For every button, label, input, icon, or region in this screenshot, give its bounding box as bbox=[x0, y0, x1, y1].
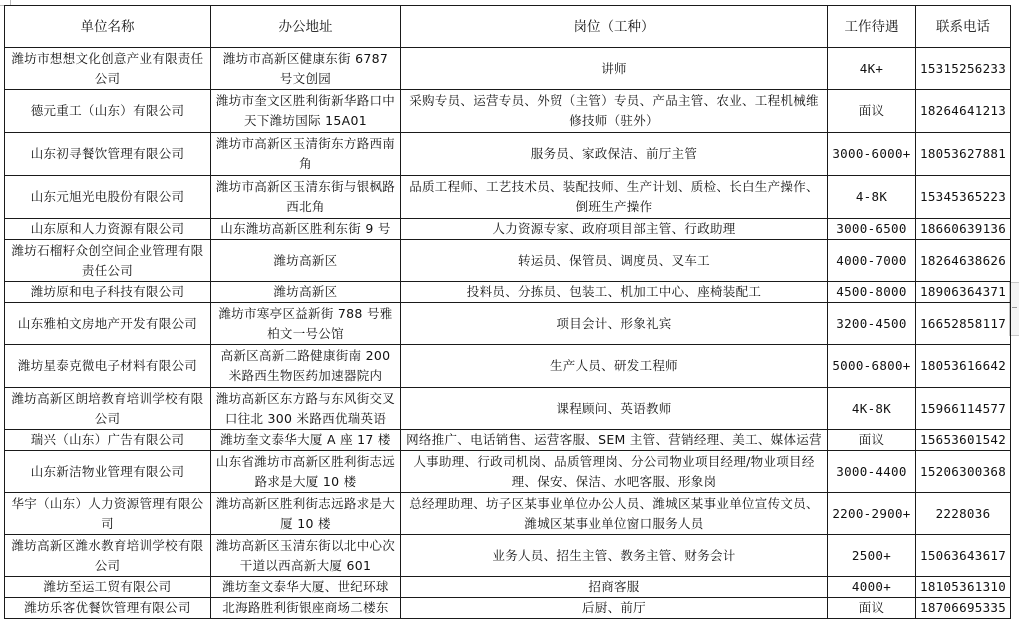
office-address: 潍坊高新区胜利街志远路求是大厦 10 楼 bbox=[211, 493, 401, 535]
office-address: 潍坊奎文泰华大厦、世纪环球 bbox=[211, 577, 401, 598]
phone: 16652858117 bbox=[916, 303, 1011, 345]
job-positions: 总经理助理、坊子区某事业单位办公人员、潍城区某事业单位宣传文员、潍城区某事业单位窗口服务人员 bbox=[401, 493, 828, 535]
phone: 18660639136 bbox=[916, 219, 1011, 240]
table-row bbox=[5, 219, 1011, 240]
salary: 面议 bbox=[828, 90, 916, 133]
salary: 3000-6500 bbox=[828, 219, 916, 240]
header-salary: 工作待遇 bbox=[828, 6, 916, 48]
table-row bbox=[5, 493, 1011, 535]
table-row bbox=[5, 90, 1011, 133]
salary: 2200-2900+ bbox=[828, 493, 916, 535]
salary: 3200-4500 bbox=[828, 303, 916, 345]
office-address: 潍坊高新区 bbox=[211, 240, 401, 282]
salary: 4500-8000 bbox=[828, 282, 916, 303]
table-header-row bbox=[5, 6, 1011, 48]
job-positions: 采购专员、运营专员、外贸（主管）专员、产品主管、农业、工程机械维修技师（驻外） bbox=[401, 90, 828, 133]
phone: 18105361310 bbox=[916, 577, 1011, 598]
job-positions: 人事助理、行政司机岗、品质管理岗、分公司物业项目经理/物业项目经理、保安、保洁、水吧客服、形象岗 bbox=[401, 451, 828, 493]
job-positions: 人力资源专家、政府项目部主管、行政助理 bbox=[401, 219, 828, 240]
job-positions: 投料员、分拣员、包装工、机加工中心、座椅装配工 bbox=[401, 282, 828, 303]
salary: 3000-6000+ bbox=[828, 133, 916, 176]
office-address: 高新区高新二路健康街南 200 米路西生物医药加速器院内 bbox=[211, 345, 401, 388]
salary: 4000+ bbox=[828, 577, 916, 598]
table-row bbox=[5, 282, 1011, 303]
job-positions: 转运员、保管员、调度员、叉车工 bbox=[401, 240, 828, 282]
company-name: 山东新洁物业管理有限公司 bbox=[5, 451, 211, 493]
header-phone: 联系电话 bbox=[916, 6, 1011, 48]
office-address: 潍坊高新区东方路与东风街交叉口往北 300 米路西优瑞英语 bbox=[211, 388, 401, 430]
table-row bbox=[5, 535, 1011, 577]
salary: 4K+ bbox=[828, 48, 916, 90]
table-row bbox=[5, 303, 1011, 345]
job-positions: 课程顾问、英语教师 bbox=[401, 388, 828, 430]
table-row bbox=[5, 240, 1011, 282]
company-name: 潍坊市想想文化创意产业有限责任公司 bbox=[5, 48, 211, 90]
company-name: 潍坊至运工贸有限公司 bbox=[5, 577, 211, 598]
company-name: 山东雅柏文房地产开发有限公司 bbox=[5, 303, 211, 345]
company-name: 潍坊高新区潍水教育培训学校有限公司 bbox=[5, 535, 211, 577]
company-name: 山东初寻餐饮管理有限公司 bbox=[5, 133, 211, 176]
job-positions: 后厨、前厅 bbox=[401, 598, 828, 619]
company-name: 潍坊石榴籽众创空间企业管理有限责任公司 bbox=[5, 240, 211, 282]
phone: 18053627881 bbox=[916, 133, 1011, 176]
office-address: 北海路胜利街银座商场二楼东 bbox=[211, 598, 401, 619]
salary: 面议 bbox=[828, 598, 916, 619]
office-address: 山东省潍坊市高新区胜利街志远路求是大厦 10 楼 bbox=[211, 451, 401, 493]
company-name: 德元重工（山东）有限公司 bbox=[5, 90, 211, 133]
salary: 5000-6800+ bbox=[828, 345, 916, 388]
company-name: 潍坊高新区朗培教育培训学校有限公司 bbox=[5, 388, 211, 430]
table-row bbox=[5, 388, 1011, 430]
office-address: 潍坊市高新区玉清街东方路西南角 bbox=[211, 133, 401, 176]
salary: 4000-7000 bbox=[828, 240, 916, 282]
phone: 18264638626 bbox=[916, 240, 1011, 282]
phone: 18906364371 bbox=[916, 282, 1011, 303]
job-positions: 网络推广、电话销售、运营客服、SEM 主管、营销经理、美工、媒体运营 bbox=[401, 430, 828, 451]
job-positions: 生产人员、研发工程师 bbox=[401, 345, 828, 388]
phone: 15966114577 bbox=[916, 388, 1011, 430]
company-name: 潍坊星泰克微电子材料有限公司 bbox=[5, 345, 211, 388]
job-positions: 项目会计、形象礼宾 bbox=[401, 303, 828, 345]
job-positions: 服务员、家政保洁、前厅主管 bbox=[401, 133, 828, 176]
salary: 4K-8K bbox=[828, 388, 916, 430]
phone: 15206300368 bbox=[916, 451, 1011, 493]
phone: 18053616642 bbox=[916, 345, 1011, 388]
company-name: 潍坊原和电子科技有限公司 bbox=[5, 282, 211, 303]
office-address: 潍坊市寒亭区益新街 788 号雅柏文一号公馆 bbox=[211, 303, 401, 345]
company-name: 山东原和人力资源有限公司 bbox=[5, 219, 211, 240]
table-row bbox=[5, 430, 1011, 451]
job-positions: 讲师 bbox=[401, 48, 828, 90]
phone: 15345365223 bbox=[916, 176, 1011, 219]
office-address: 潍坊奎文泰华大厦 A 座 17 楼 bbox=[211, 430, 401, 451]
company-name: 瑞兴（山东）广告有限公司 bbox=[5, 430, 211, 451]
office-address: 潍坊高新区玉清东街以北中心次干道以西高新大厦 601 bbox=[211, 535, 401, 577]
job-positions: 品质工程师、工艺技术员、装配技师、生产计划、质检、长白生产操作、倒班生产操作 bbox=[401, 176, 828, 219]
salary: 2500+ bbox=[828, 535, 916, 577]
office-address: 山东潍坊高新区胜利东街 9 号 bbox=[211, 219, 401, 240]
table-row bbox=[5, 48, 1011, 90]
table-row bbox=[5, 176, 1011, 219]
salary: 4-8K bbox=[828, 176, 916, 219]
header-positions: 岗位（工种） bbox=[401, 6, 828, 48]
table-row bbox=[5, 345, 1011, 388]
table-row bbox=[5, 598, 1011, 619]
office-address: 潍坊市高新区玉清东街与银枫路西北角 bbox=[211, 176, 401, 219]
phone: 15315256233 bbox=[916, 48, 1011, 90]
salary: 3000-4400 bbox=[828, 451, 916, 493]
phone: 15063643617 bbox=[916, 535, 1011, 577]
salary: 面议 bbox=[828, 430, 916, 451]
phone: 18706695335 bbox=[916, 598, 1011, 619]
table-row bbox=[5, 133, 1011, 176]
company-name: 华宇（山东）人力资源管理有限公司 bbox=[5, 493, 211, 535]
header-company: 单位名称 bbox=[5, 6, 211, 48]
company-name: 山东元旭光电股份有限公司 bbox=[5, 176, 211, 219]
office-address: 潍坊市高新区健康东街 6787 号文创园 bbox=[211, 48, 401, 90]
office-address: 潍坊高新区 bbox=[211, 282, 401, 303]
company-name: 潍坊乐客优餐饮管理有限公司 bbox=[5, 598, 211, 619]
header-address: 办公地址 bbox=[211, 6, 401, 48]
job-positions: 业务人员、招生主管、教务主管、财务会计 bbox=[401, 535, 828, 577]
phone: 2228036 bbox=[916, 493, 1011, 535]
office-address: 潍坊市奎文区胜利街新华路口中天下潍坊国际 15A01 bbox=[211, 90, 401, 133]
table-row bbox=[5, 451, 1011, 493]
phone: 18264641213 bbox=[916, 90, 1011, 133]
job-listings-table bbox=[4, 5, 1011, 619]
phone: 15653601542 bbox=[916, 430, 1011, 451]
job-positions: 招商客服 bbox=[401, 577, 828, 598]
table-row bbox=[5, 577, 1011, 598]
